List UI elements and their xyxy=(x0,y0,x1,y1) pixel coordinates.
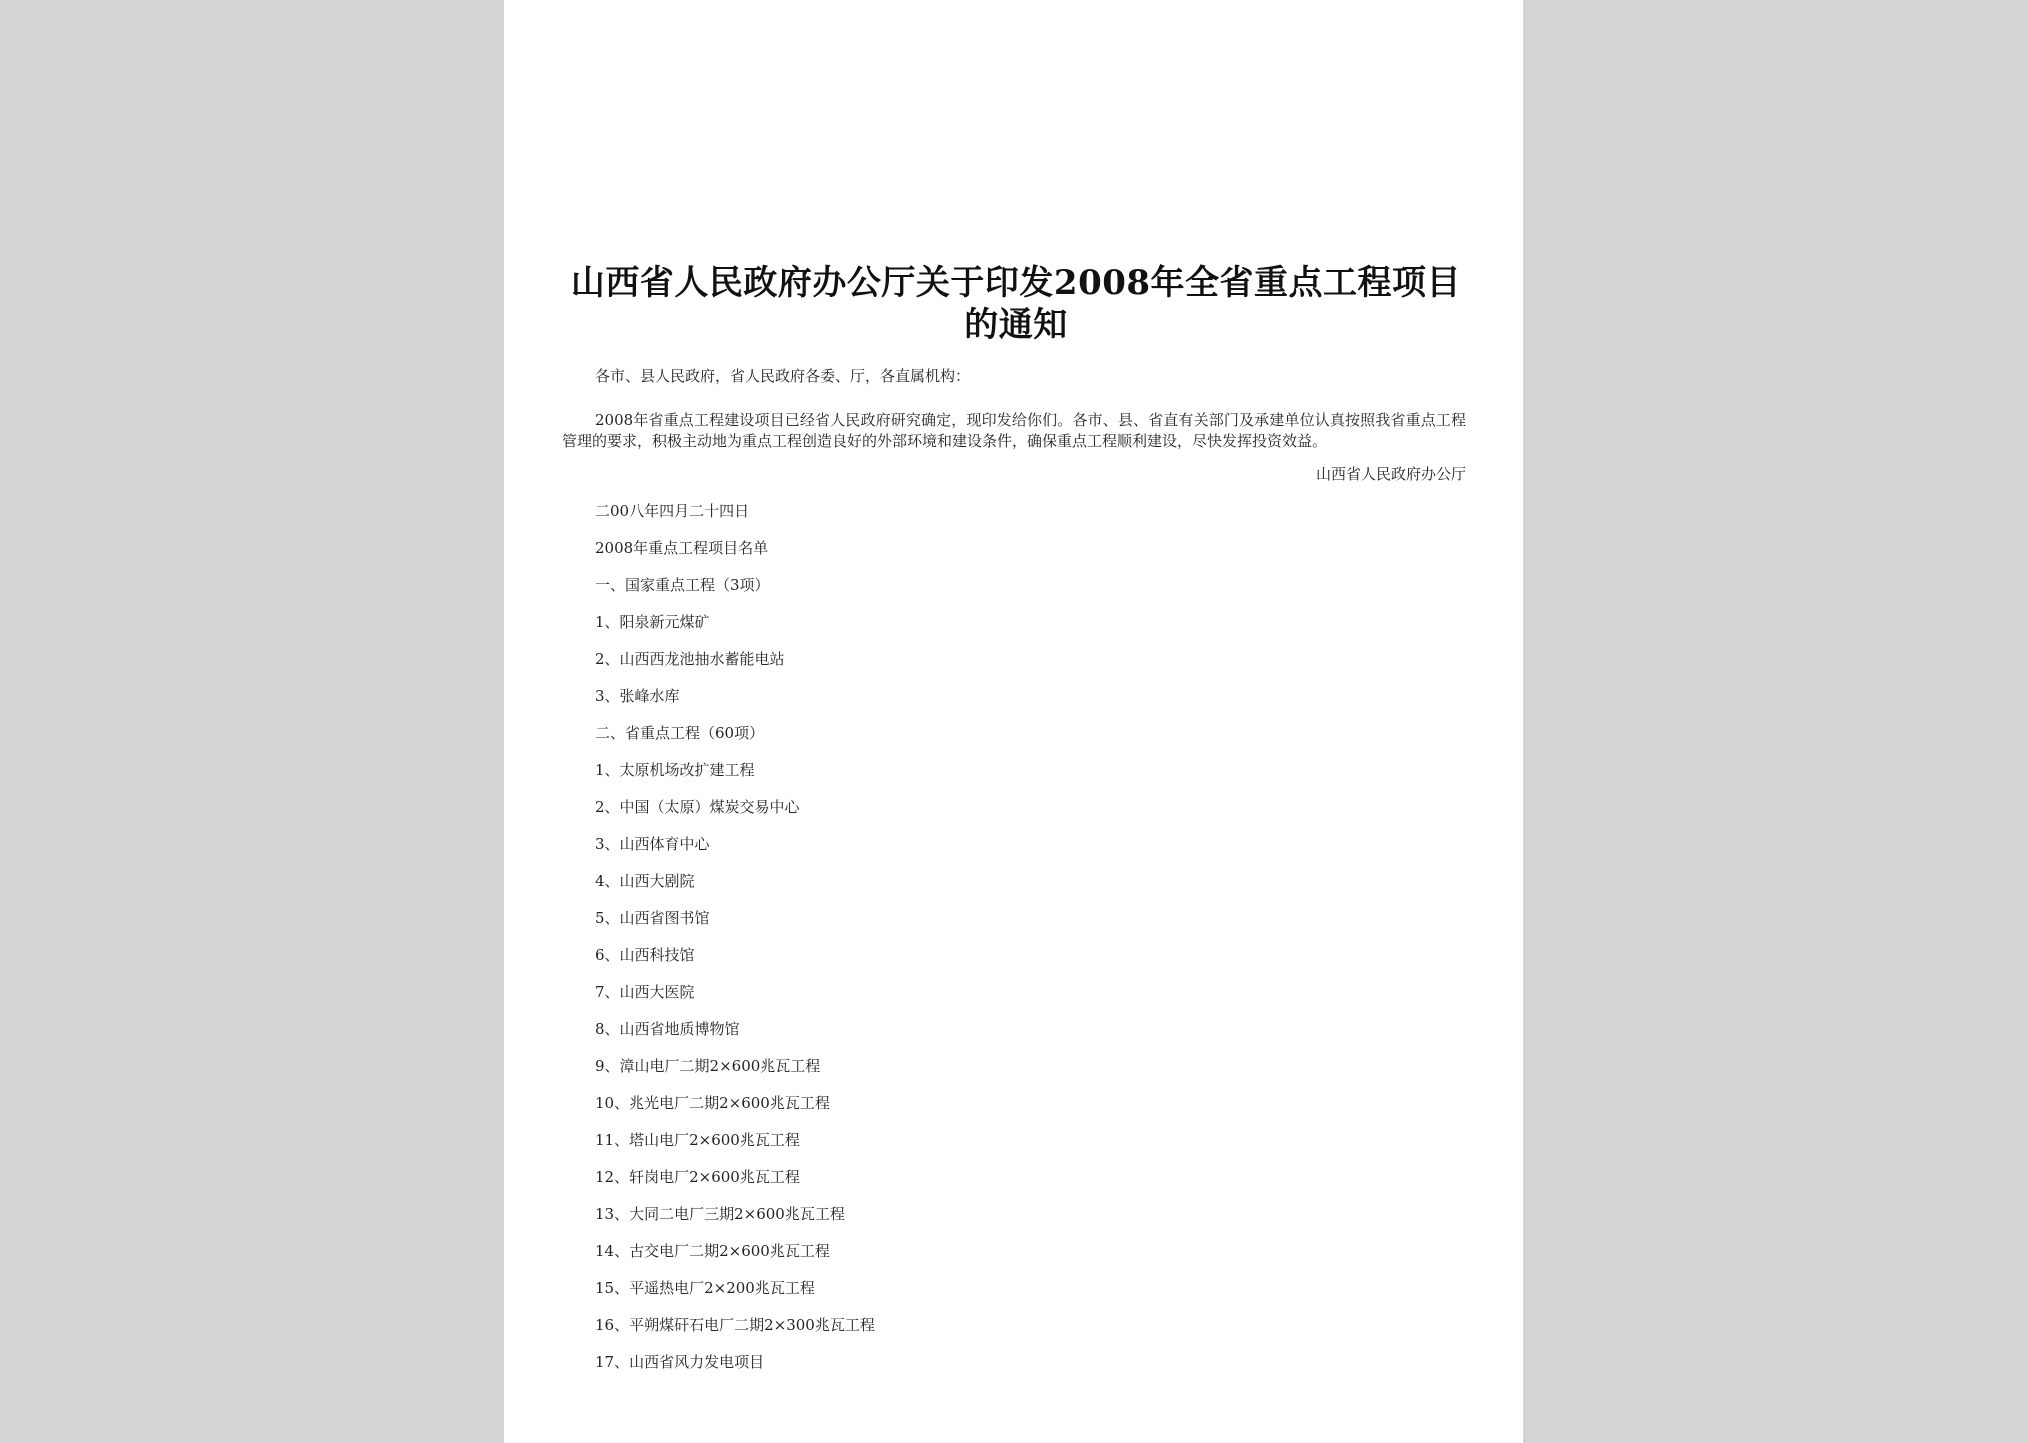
list-heading: 2008年重点工程项目名单 xyxy=(595,539,769,557)
section-heading-provincial: 二、省重点工程（60项） xyxy=(595,724,765,742)
salutation: 各市、县人民政府，省人民政府各委、厅，各直属机构： xyxy=(595,367,971,385)
list-item: 8、山西省地质博物馆 xyxy=(595,1020,740,1038)
section-heading-national: 一、国家重点工程（3项） xyxy=(595,576,770,594)
document-page xyxy=(504,0,1523,1443)
list-item: 15、平遥热电厂2×200兆瓦工程 xyxy=(595,1279,815,1297)
document-content xyxy=(562,262,1470,1389)
list-item: 5、山西省图书馆 xyxy=(595,909,710,927)
list-item: 2、中国（太原）煤炭交易中心 xyxy=(595,798,800,816)
list-item: 1、阳泉新元煤矿 xyxy=(595,613,710,631)
list-item: 13、大同二电厂三期2×600兆瓦工程 xyxy=(595,1205,845,1223)
list-item: 14、古交电厂二期2×600兆瓦工程 xyxy=(595,1242,830,1260)
body-paragraph: 2008年省重点工程建设项目已经省人民政府研究确定，现印发给你们。各市、县、省直有关部门及承建单位认真按照我省重点工程管理的要求，积极主动地为重点工程创造良好的外部环境和建设条件，确保重点工程顺利建设，尽快发挥投资效益。 xyxy=(562,411,1466,450)
list-item: 11、塔山电厂2×600兆瓦工程 xyxy=(595,1131,800,1149)
list-item: 2、山西西龙池抽水蓄能电站 xyxy=(595,650,785,668)
list-item: 3、张峰水库 xyxy=(595,687,680,705)
issue-date: 二00八年四月二十四日 xyxy=(595,502,750,520)
list-item: 6、山西科技馆 xyxy=(595,946,695,964)
list-item: 17、山西省风力发电项目 xyxy=(595,1353,765,1371)
project-list xyxy=(562,538,1470,1372)
list-item: 9、漳山电厂二期2×600兆瓦工程 xyxy=(595,1057,821,1075)
list-item: 1、太原机场改扩建工程 xyxy=(595,761,755,779)
signature: 山西省人民政府办公厅 xyxy=(1315,465,1466,483)
list-item: 12、轩岗电厂2×600兆瓦工程 xyxy=(595,1168,800,1186)
document-title: 山西省人民政府办公厅关于印发2008年全省重点工程项目的通知 xyxy=(570,263,1462,345)
list-item: 16、平朔煤矸石电厂二期2×300兆瓦工程 xyxy=(595,1316,875,1334)
list-item: 7、山西大医院 xyxy=(595,983,695,1001)
list-item: 4、山西大剧院 xyxy=(595,872,695,890)
list-item: 3、山西体育中心 xyxy=(595,835,710,853)
list-item: 10、兆光电厂二期2×600兆瓦工程 xyxy=(595,1094,830,1112)
